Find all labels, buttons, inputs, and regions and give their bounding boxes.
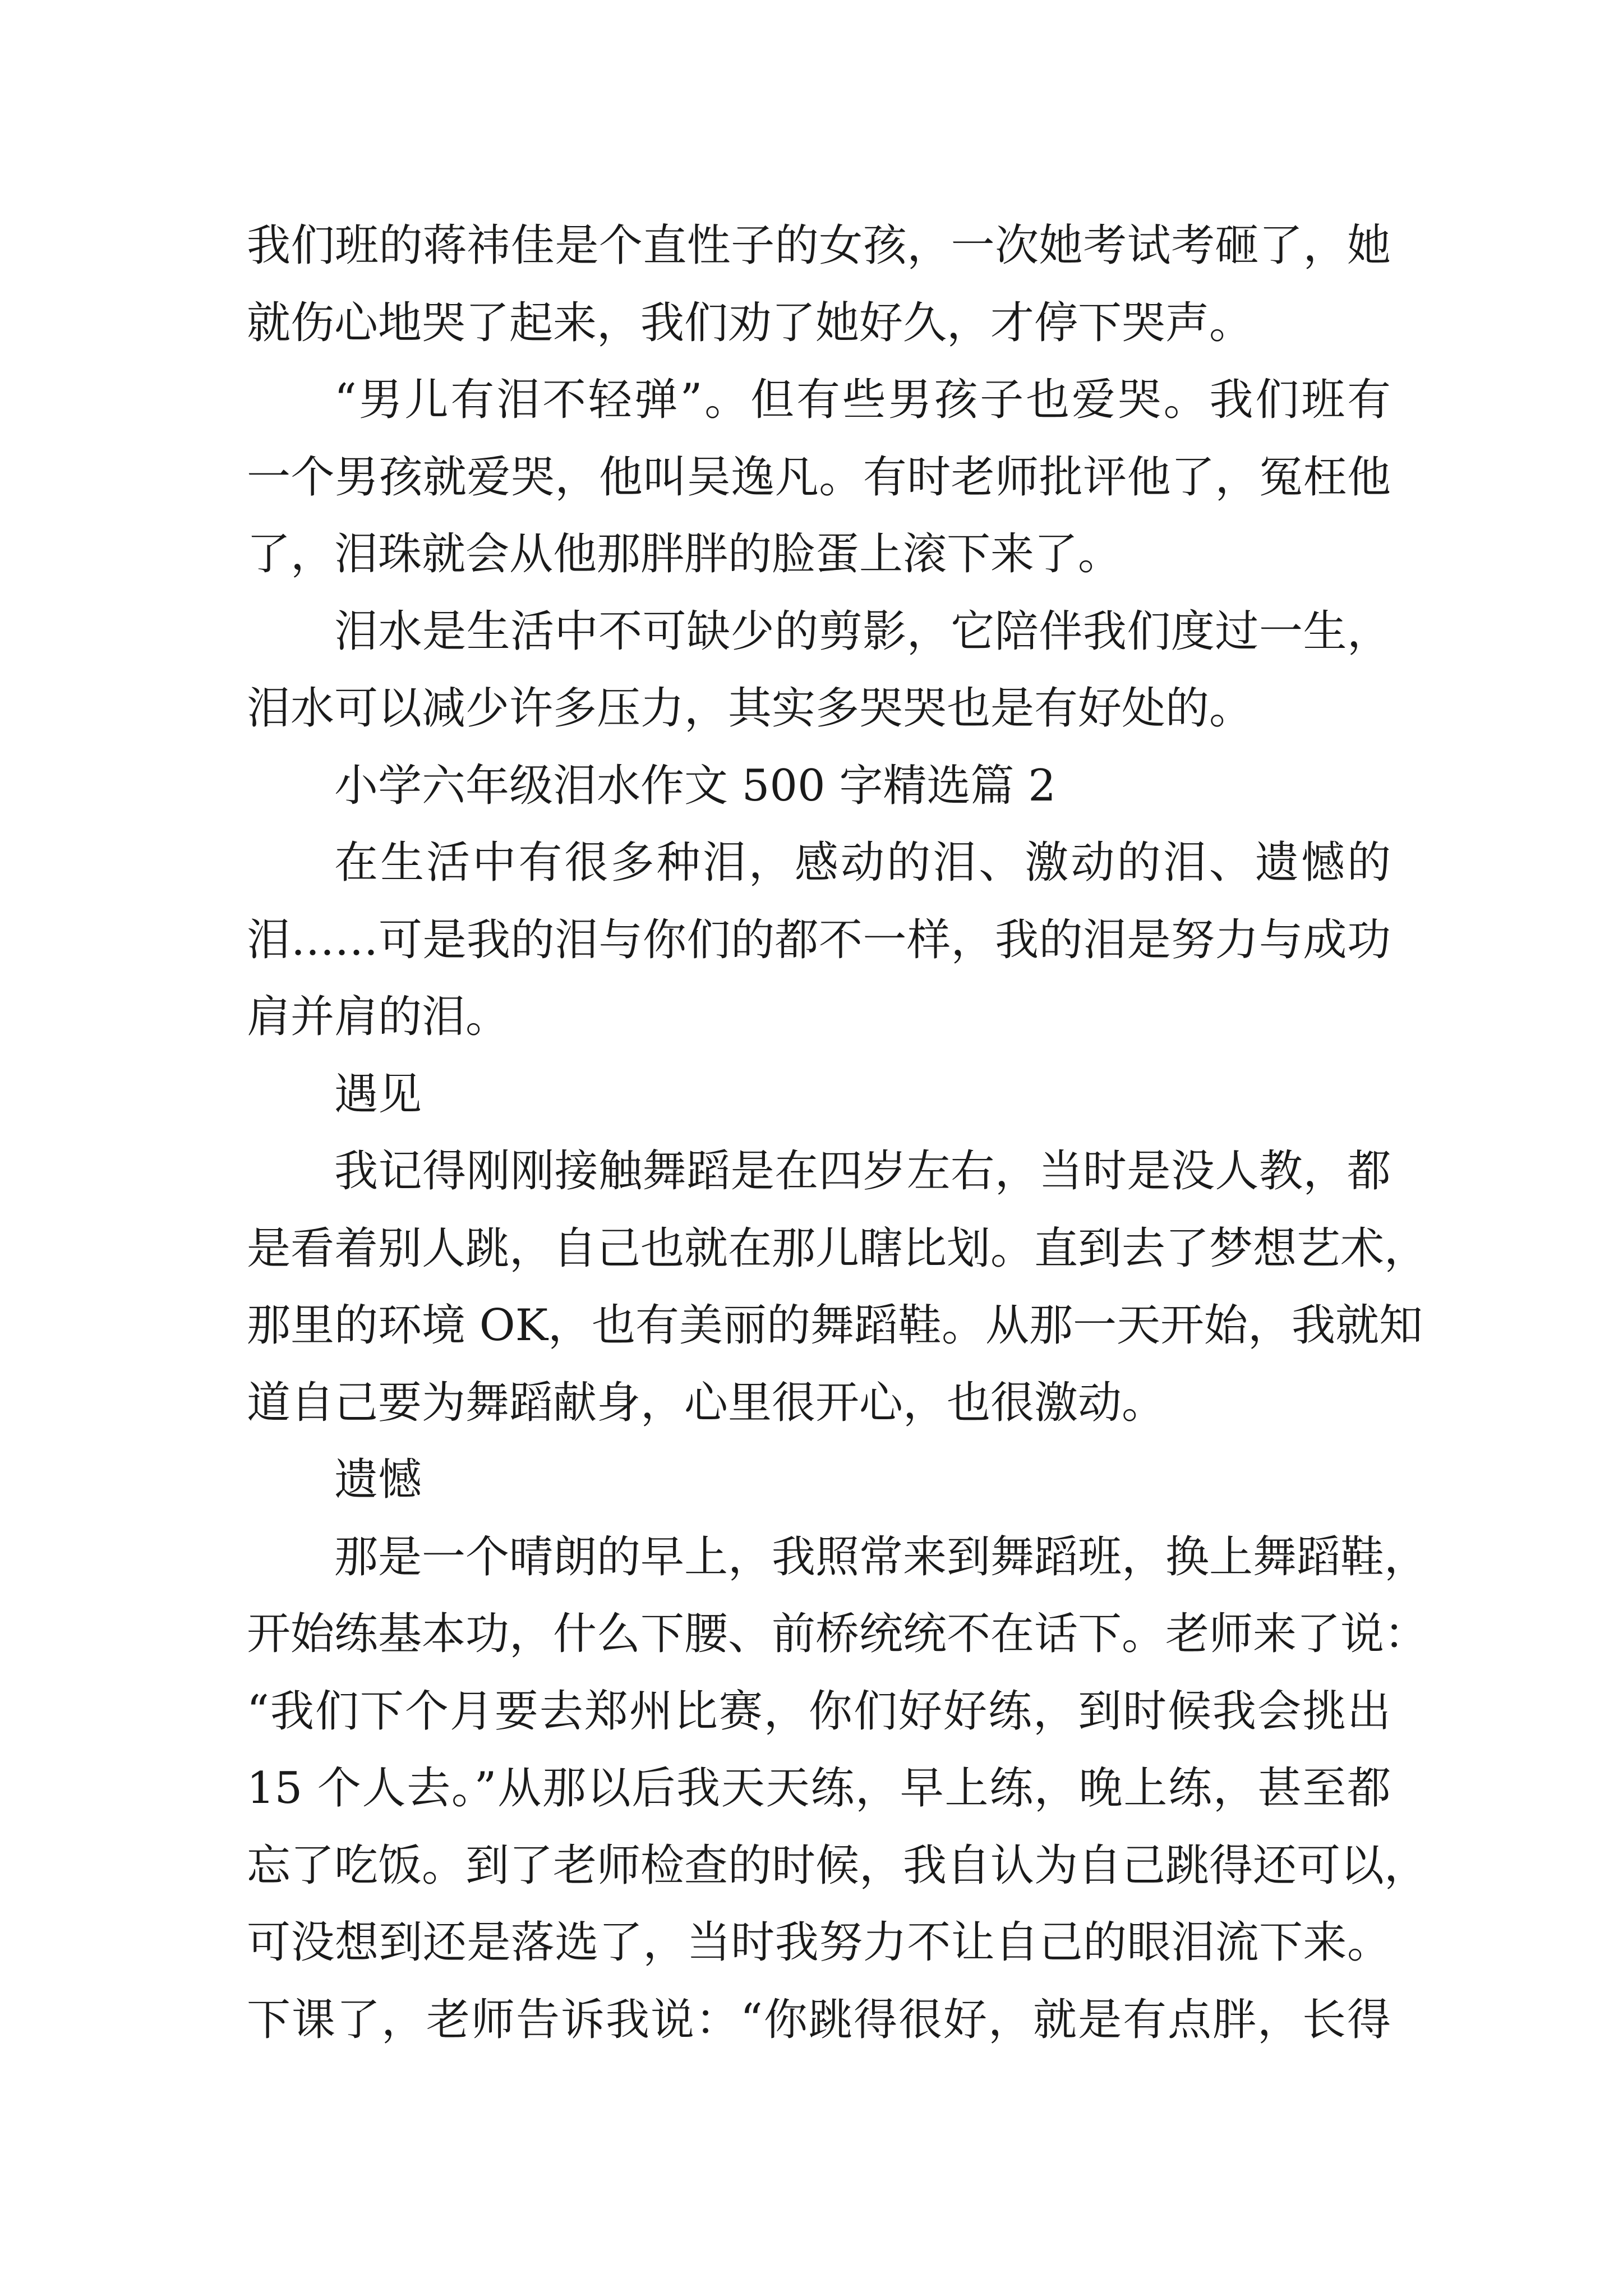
text-line: 就伤心地哭了起来，我们劝了她好久，才停下哭声。 [247, 297, 1253, 348]
subheading: 遗憾 [334, 1455, 422, 1505]
text-line: 是看着别人跳，自己也就在那儿瞎比划。直到去了梦想艺术， [247, 1223, 1428, 1274]
text-line: 一个男孩就爱哭，他叫吴逸凡。有时老师批评他了，冤枉他 [247, 452, 1391, 503]
text-line: 下课了，老师告诉我说：“你跳得很好，就是有点胖，长得 [247, 1994, 1391, 2045]
text-line: 15 个人去。”从那以后我天天练，早上练，晚上练，甚至都 [247, 1763, 1391, 1814]
document-body [247, 208, 1428, 2059]
text-line: 我记得刚刚接触舞蹈是在四岁左右，当时是没人教，都 [334, 1146, 1391, 1197]
text-line: 那里的环境 OK，也有美丽的舞蹈鞋。从那一天开始，我就知 [247, 1300, 1423, 1351]
text-line: 了，泪珠就会从他那胖胖的脸蛋上滚下来了。 [247, 529, 1122, 579]
text-line: 忘了吃饭。到了老师检查的时候，我自认为自己跳得还可以， [247, 1840, 1428, 1891]
text-line: 泪水可以减少许多压力，其实多哭哭也是有好处的。 [247, 683, 1253, 734]
text-line: 泪水是生活中不可缺少的剪影，它陪伴我们度过一生， [334, 606, 1391, 657]
section-heading: 小学六年级泪水作文 500 字精选篇 2 [334, 760, 1056, 811]
text-line: “我们下个月要去郑州比赛，你们好好练，到时候我会挑出 [247, 1686, 1391, 1737]
text-line: 开始练基本功，什么下腰、前桥统统不在话下。老师来了说： [247, 1609, 1428, 1659]
text-line: 肩并肩的泪。 [247, 992, 510, 1042]
text-line: 道自己要为舞蹈献身，心里很开心，也很激动。 [247, 1377, 1166, 1428]
text-line: 我们班的蒋祎佳是个直性子的女孩，一次她考试考砸了，她 [247, 220, 1391, 271]
text-line: “男儿有泪不轻弹”。但有些男孩子也爱哭。我们班有 [334, 375, 1391, 425]
text-line: 泪……可是我的泪与你们的都不一样，我的泪是努力与成功 [247, 914, 1391, 965]
text-line: 可没想到还是落选了，当时我努力不让自己的眼泪流下来。 [247, 1917, 1391, 1968]
subheading: 遇见 [334, 1069, 422, 1120]
text-line: 那是一个晴朗的早上，我照常来到舞蹈班，换上舞蹈鞋， [334, 1531, 1428, 1582]
text-line: 在生活中有很多种泪，感动的泪、激动的泪、遗憾的 [334, 838, 1391, 888]
